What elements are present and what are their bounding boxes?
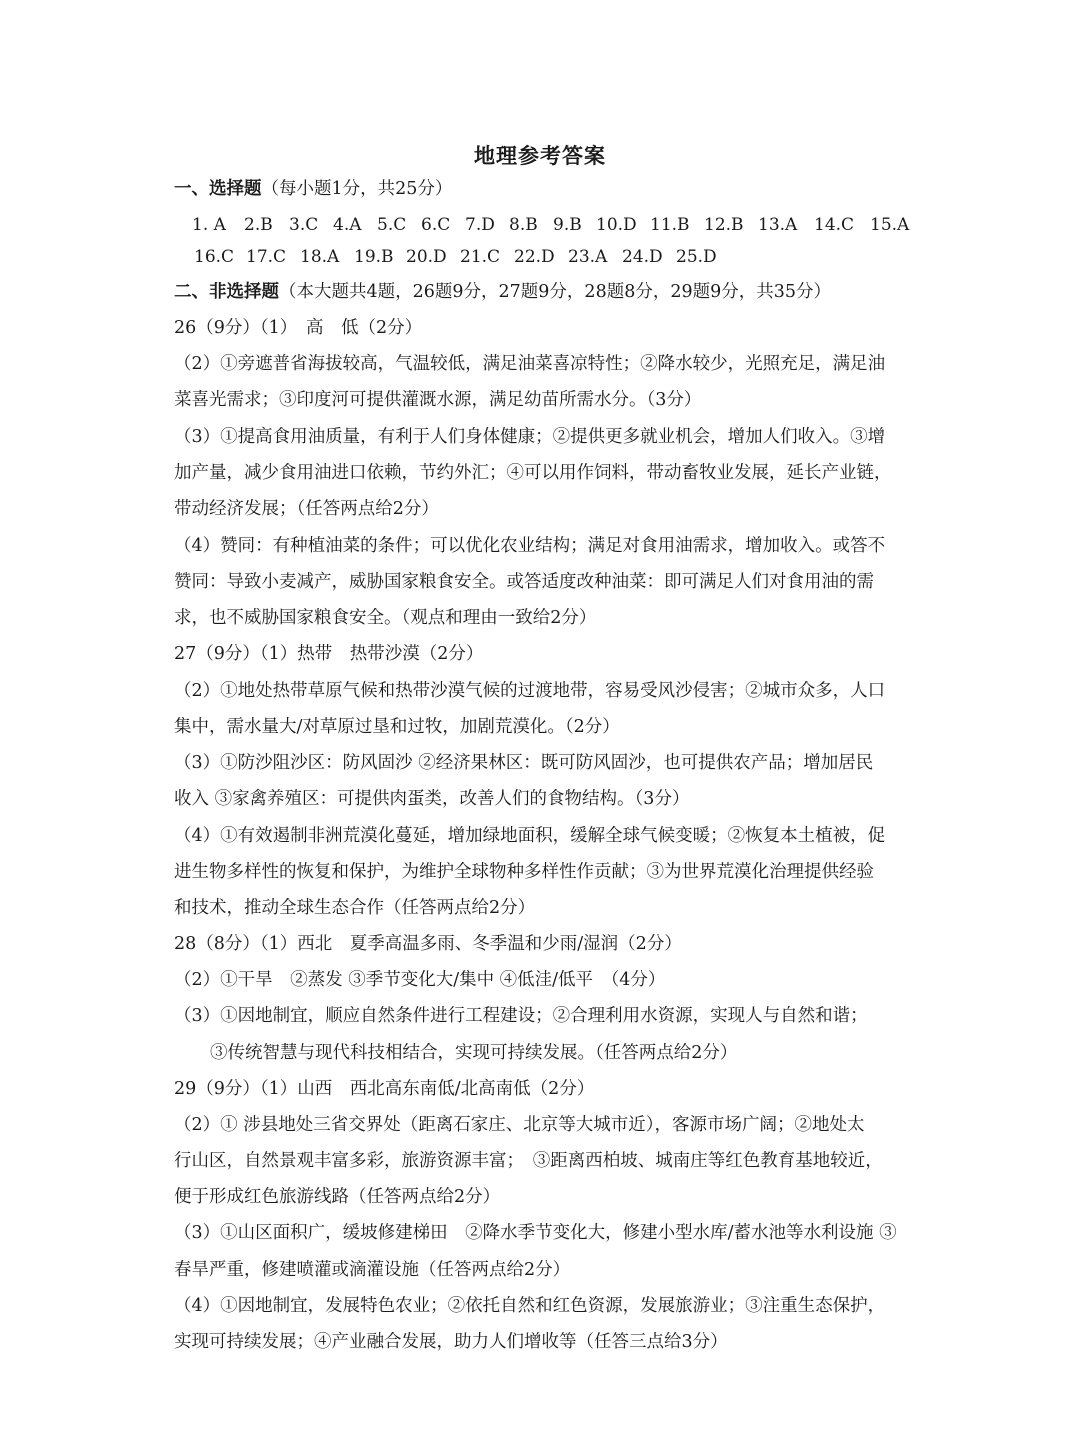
- answer-line: 求，也不威胁国家粮食安全。（观点和理由一致给2分）: [174, 608, 597, 628]
- answer-line: （3）①提高食用油质量，有利于人们身体健康；②提供更多就业机会，增加人们收入。③增: [174, 427, 886, 447]
- answer-line: 进生物多样性的恢复和保护，为维护全球物种多样性作贡献；③为世界荒漠化治理提供经验: [174, 862, 874, 882]
- section-note: （本大题共4题，26题9分，27题9分，28题8分，29题9分，共35分）: [279, 282, 832, 302]
- answer-line: （4）①因地制宜，发展特色农业；②依托自然和红色资源，发展旅游业；③注重生态保护，: [174, 1296, 886, 1316]
- choice-answer: 9.B: [553, 215, 582, 235]
- answer-line: 菜喜光需求；③印度河可提供灌溉水源，满足幼苗所需水分。（3分）: [174, 390, 702, 410]
- choice-answer: 2.B: [244, 215, 273, 235]
- answer-line: 便于形成红色旅游线路（任答两点给2分）: [174, 1187, 501, 1207]
- question-29-header: 29（9分）（1）山西 西北高东南低/北高南低（2分）: [174, 1079, 595, 1099]
- choice-answer: 3.C: [289, 215, 319, 235]
- page-title: 地理参考答案: [474, 144, 606, 168]
- choice-answer: 24.D: [622, 247, 663, 267]
- choice-answer: 20.D: [406, 247, 447, 267]
- answer-line: 和技术，推动全球生态合作（任答两点给2分）: [174, 898, 536, 918]
- answer-line: （2）①旁遮普省海拔较高，气温较低，满足油菜喜凉特性；②降水较少，光照充足，满足油: [174, 354, 886, 374]
- choice-answer: 6.C: [421, 215, 451, 235]
- answer-line: 加产量，减少食用油进口依赖，节约外汇；④可以用作饲料，带动畜牧业发展，延长产业链，: [174, 463, 892, 483]
- section-label: 一、选择题: [174, 179, 262, 199]
- question-27-header: 27（9分）（1）热带 热带沙漠（2分）: [174, 644, 484, 664]
- section-label: 二、非选择题: [174, 282, 279, 302]
- answer-line: （2）① 涉县地处三省交界处（距离石家庄、北京等大城市近），客源市场广阔；②地处太: [174, 1115, 865, 1135]
- answer-line: ③传统智慧与现代科技相结合，实现可持续发展。（任答两点给2分）: [210, 1043, 738, 1063]
- answer-line: 集中，需水量大/对草原过垦和过牧，加剧荒漠化。（2分）: [174, 717, 620, 737]
- question-28-header: 28（8分）（1）西北 夏季高温多雨、冬季温和少雨/湿润（2分）: [174, 934, 682, 954]
- choice-answer: 8.B: [509, 215, 538, 235]
- choice-answer: 19.B: [354, 247, 394, 267]
- choice-answer: 22.D: [514, 247, 555, 267]
- answer-line: （3）①因地制宜，顺应自然条件进行工程建设；②合理利用水资源，实现人与自然和谐；: [174, 1006, 868, 1026]
- answer-line: 实现可持续发展；④产业融合发展，助力人们增收等（任答三点给3分）: [174, 1332, 728, 1352]
- choice-answer: 16.C: [194, 247, 235, 267]
- section-heading-nonchoice: [174, 281, 831, 303]
- answer-line: 春旱严重，修建喷灌或滴灌设施（任答两点给2分）: [174, 1260, 571, 1280]
- answer-line: 行山区，自然景观丰富多彩，旅游资源丰富； ③距离西柏坡、城南庄等红色教育基地较近，: [174, 1151, 883, 1171]
- choice-answer: 1. A: [192, 215, 226, 235]
- choice-answer: 12.B: [704, 215, 744, 235]
- choice-answer: 7.D: [465, 215, 495, 235]
- answer-line: （4）赞同：有种植油菜的条件；可以优化农业结构；满足对食用油需求，增加收入。或答不: [174, 536, 886, 556]
- choice-answer: 4.A: [333, 215, 362, 235]
- answer-line: （3）①山区面积广，缓坡修建梯田 ②降水季节变化大，修建小型水库/蓄水池等水利设施 ③: [174, 1223, 897, 1243]
- answer-line: （2）①干旱 ②蒸发 ③季节变化大/集中 ④低洼/低平 （4分）: [174, 970, 666, 990]
- answer-line: （3）①防沙阻沙区：防风固沙 ②经济果林区：既可防风固沙，也可提供农产品；增加居民: [174, 753, 874, 773]
- choice-answer: 10.D: [596, 215, 637, 235]
- section-heading-choice: [174, 178, 452, 200]
- choice-answer: 13.A: [758, 215, 798, 235]
- choice-answer: 11.B: [650, 215, 690, 235]
- answer-line: （2）①地处热带草原气候和热带沙漠气候的过渡地带，容易受风沙侵害；②城市众多，人口: [174, 681, 886, 701]
- choice-answer: 25.D: [676, 247, 717, 267]
- choice-answer: 14.C: [814, 215, 855, 235]
- answer-line: 带动经济发展；（任答两点给2分）: [174, 499, 439, 519]
- choice-answer: 5.C: [377, 215, 407, 235]
- answer-line: 赞同：导致小麦减产，威胁国家粮食安全。或答适度改种油菜：即可满足人们对食用油的需: [174, 572, 874, 592]
- choice-answer: 17.C: [246, 247, 287, 267]
- choice-answer: 23.A: [568, 247, 608, 267]
- choice-answer: 21.C: [460, 247, 501, 267]
- question-26-header: 26（9分）（1） 高 低（2分）: [174, 318, 423, 338]
- answer-line: 收入 ③家禽养殖区：可提供肉蛋类，改善人们的食物结构。（3分）: [174, 789, 690, 809]
- section-note: （每小题1分，共25分）: [261, 179, 453, 199]
- answer-line: （4）①有效遏制非洲荒漠化蔓延，增加绿地面积，缓解全球气候变暖；②恢复本土植被，促: [174, 826, 886, 846]
- choice-answer: 18.A: [300, 247, 340, 267]
- choice-answer: 15.A: [870, 215, 910, 235]
